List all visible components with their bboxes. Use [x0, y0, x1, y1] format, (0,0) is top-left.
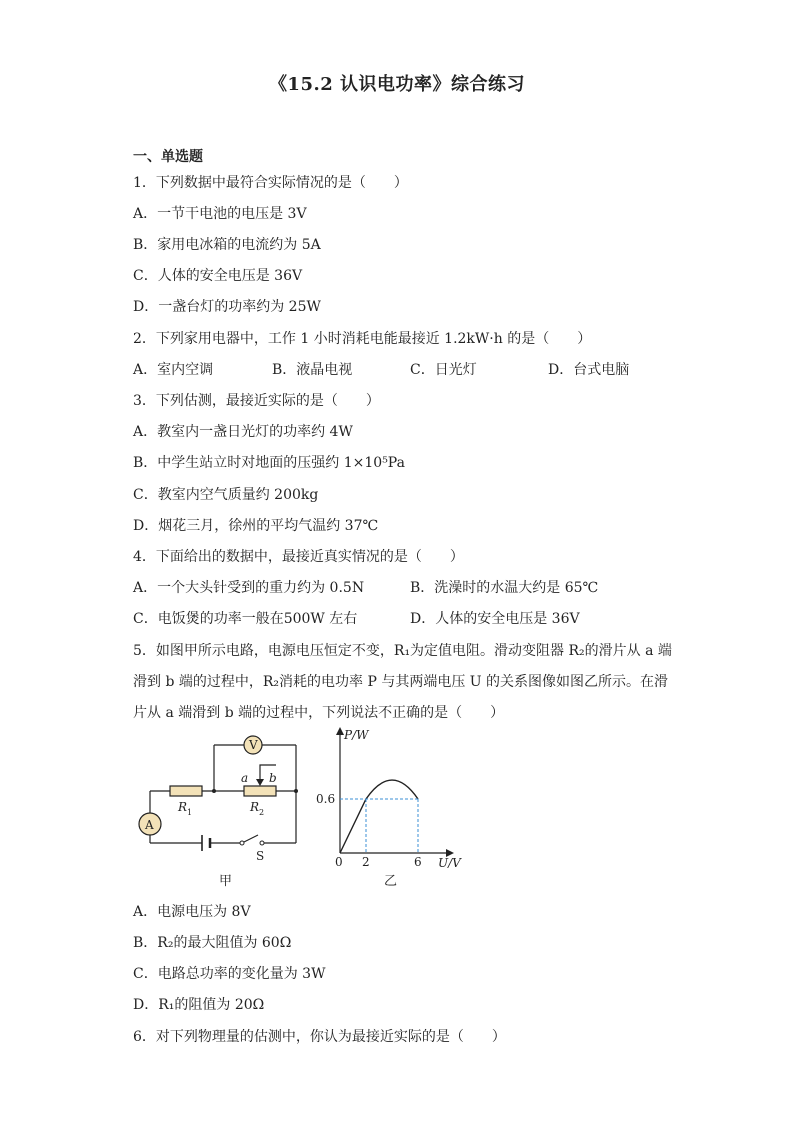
question-3-option-a: A．教室内一盏日光灯的功率约 4W	[133, 424, 353, 440]
junction-dot	[294, 789, 298, 793]
question-5-stem-line-1: 5．如图甲所示电路，电源电压恒定不变，R₁为定值电阻。滑动变阻器 R₂的滑片从 a 端	[133, 643, 672, 659]
switch-blade	[242, 835, 258, 843]
question-2-option-c: C．日光灯	[410, 362, 477, 378]
resistor-r1	[170, 786, 202, 796]
x-tick-label: 6	[414, 855, 422, 869]
circuit-diagram	[139, 736, 296, 851]
question-4-option-c: C．电饭煲的功率一般在500W 左右	[133, 611, 358, 627]
switch-terminal	[260, 841, 264, 845]
question-4-option-d: D．人体的安全电压是 36V	[410, 611, 580, 627]
power-voltage-graph	[316, 727, 462, 889]
switch-label: S	[256, 849, 265, 863]
question-2-stem: 2．下列家用电器中，工作 1 小时消耗电能最接近 1.2kW·h 的是（ ）	[133, 331, 592, 347]
origin-label: 0	[335, 855, 343, 869]
graph-caption: 乙	[384, 874, 398, 889]
question-2-option-d: D．台式电脑	[548, 362, 630, 378]
y-tick-label: 0.6	[316, 792, 336, 806]
question-1-option-c: C．人体的安全电压是 36V	[133, 268, 303, 284]
question-2-option-b: B．液晶电视	[272, 362, 353, 378]
question-5-option-c: C．电路总功率的变化量为 3W	[133, 966, 326, 982]
question-5-option-d: D．R₁的阻值为 20Ω	[133, 997, 265, 1013]
r2-label: R	[250, 800, 260, 814]
question-5-stem-line-2: 滑到 b 端的过程中，R₂消耗的电功率 P 与其两端电压 U 的关系图像如图乙所示。在滑	[133, 674, 669, 690]
ammeter-label: A	[145, 818, 154, 832]
question-4-option-a: A．一个大头针受到的重力约为 0.5N	[133, 580, 365, 596]
question-5-figure	[130, 725, 490, 895]
power-curve	[340, 780, 418, 853]
x-axis-label: U/V	[438, 856, 461, 870]
slider-end-b: b	[269, 771, 277, 785]
voltmeter-label: V	[249, 738, 258, 752]
question-6-stem: 6．对下列物理量的估测中，你认为最接近实际的是（ ）	[133, 1029, 506, 1045]
question-3-option-c: C．教室内空气质量约 200kg	[133, 487, 319, 503]
circuit-caption: 甲	[219, 874, 233, 889]
section-heading: 一、单选题	[133, 149, 203, 165]
x-tick-label: 2	[362, 855, 370, 869]
r1-subscript: 1	[187, 808, 193, 817]
question-4-stem: 4．下面给出的数据中，最接近真实情况的是（ ）	[133, 549, 464, 565]
question-1-option-d: D．一盏台灯的功率约为 25W	[133, 299, 321, 315]
y-axis-label: P/W	[344, 728, 369, 742]
r1-label: R	[178, 800, 188, 814]
slider-end-a: a	[241, 771, 249, 785]
question-5-option-a: A．电源电压为 8V	[133, 904, 251, 920]
r2-subscript: 2	[259, 808, 265, 817]
question-1-option-a: A．一节干电池的电压是 3V	[133, 206, 307, 222]
y-axis-arrow-icon	[336, 727, 344, 735]
question-1-stem: 1．下列数据中最符合实际情况的是（ ）	[133, 175, 408, 191]
question-3-stem: 3．下列估测，最接近实际的是（ ）	[133, 393, 380, 409]
question-3-option-d: D．烟花三月，徐州的平均气温约 37℃	[133, 518, 379, 534]
page-title: 《15.2 认识电功率》综合练习	[268, 74, 526, 95]
switch-terminal	[240, 841, 244, 845]
question-4-option-b: B．洗澡时的水温大约是 65℃	[410, 580, 599, 596]
question-2-option-a: A．室内空调	[133, 362, 214, 378]
slider-arrow-icon	[256, 779, 264, 786]
resistor-r2	[244, 786, 276, 796]
junction-dot	[212, 789, 216, 793]
question-3-option-b: B．中学生站立时对地面的压强约 1×10⁵Pa	[133, 455, 405, 471]
question-1-option-b: B．家用电冰箱的电流约为 5A	[133, 237, 321, 253]
question-5-option-b: B．R₂的最大阻值为 60Ω	[133, 935, 292, 951]
question-5-stem-line-3: 片从 a 端滑到 b 端的过程中，下列说法不正确的是（ ）	[133, 705, 505, 721]
